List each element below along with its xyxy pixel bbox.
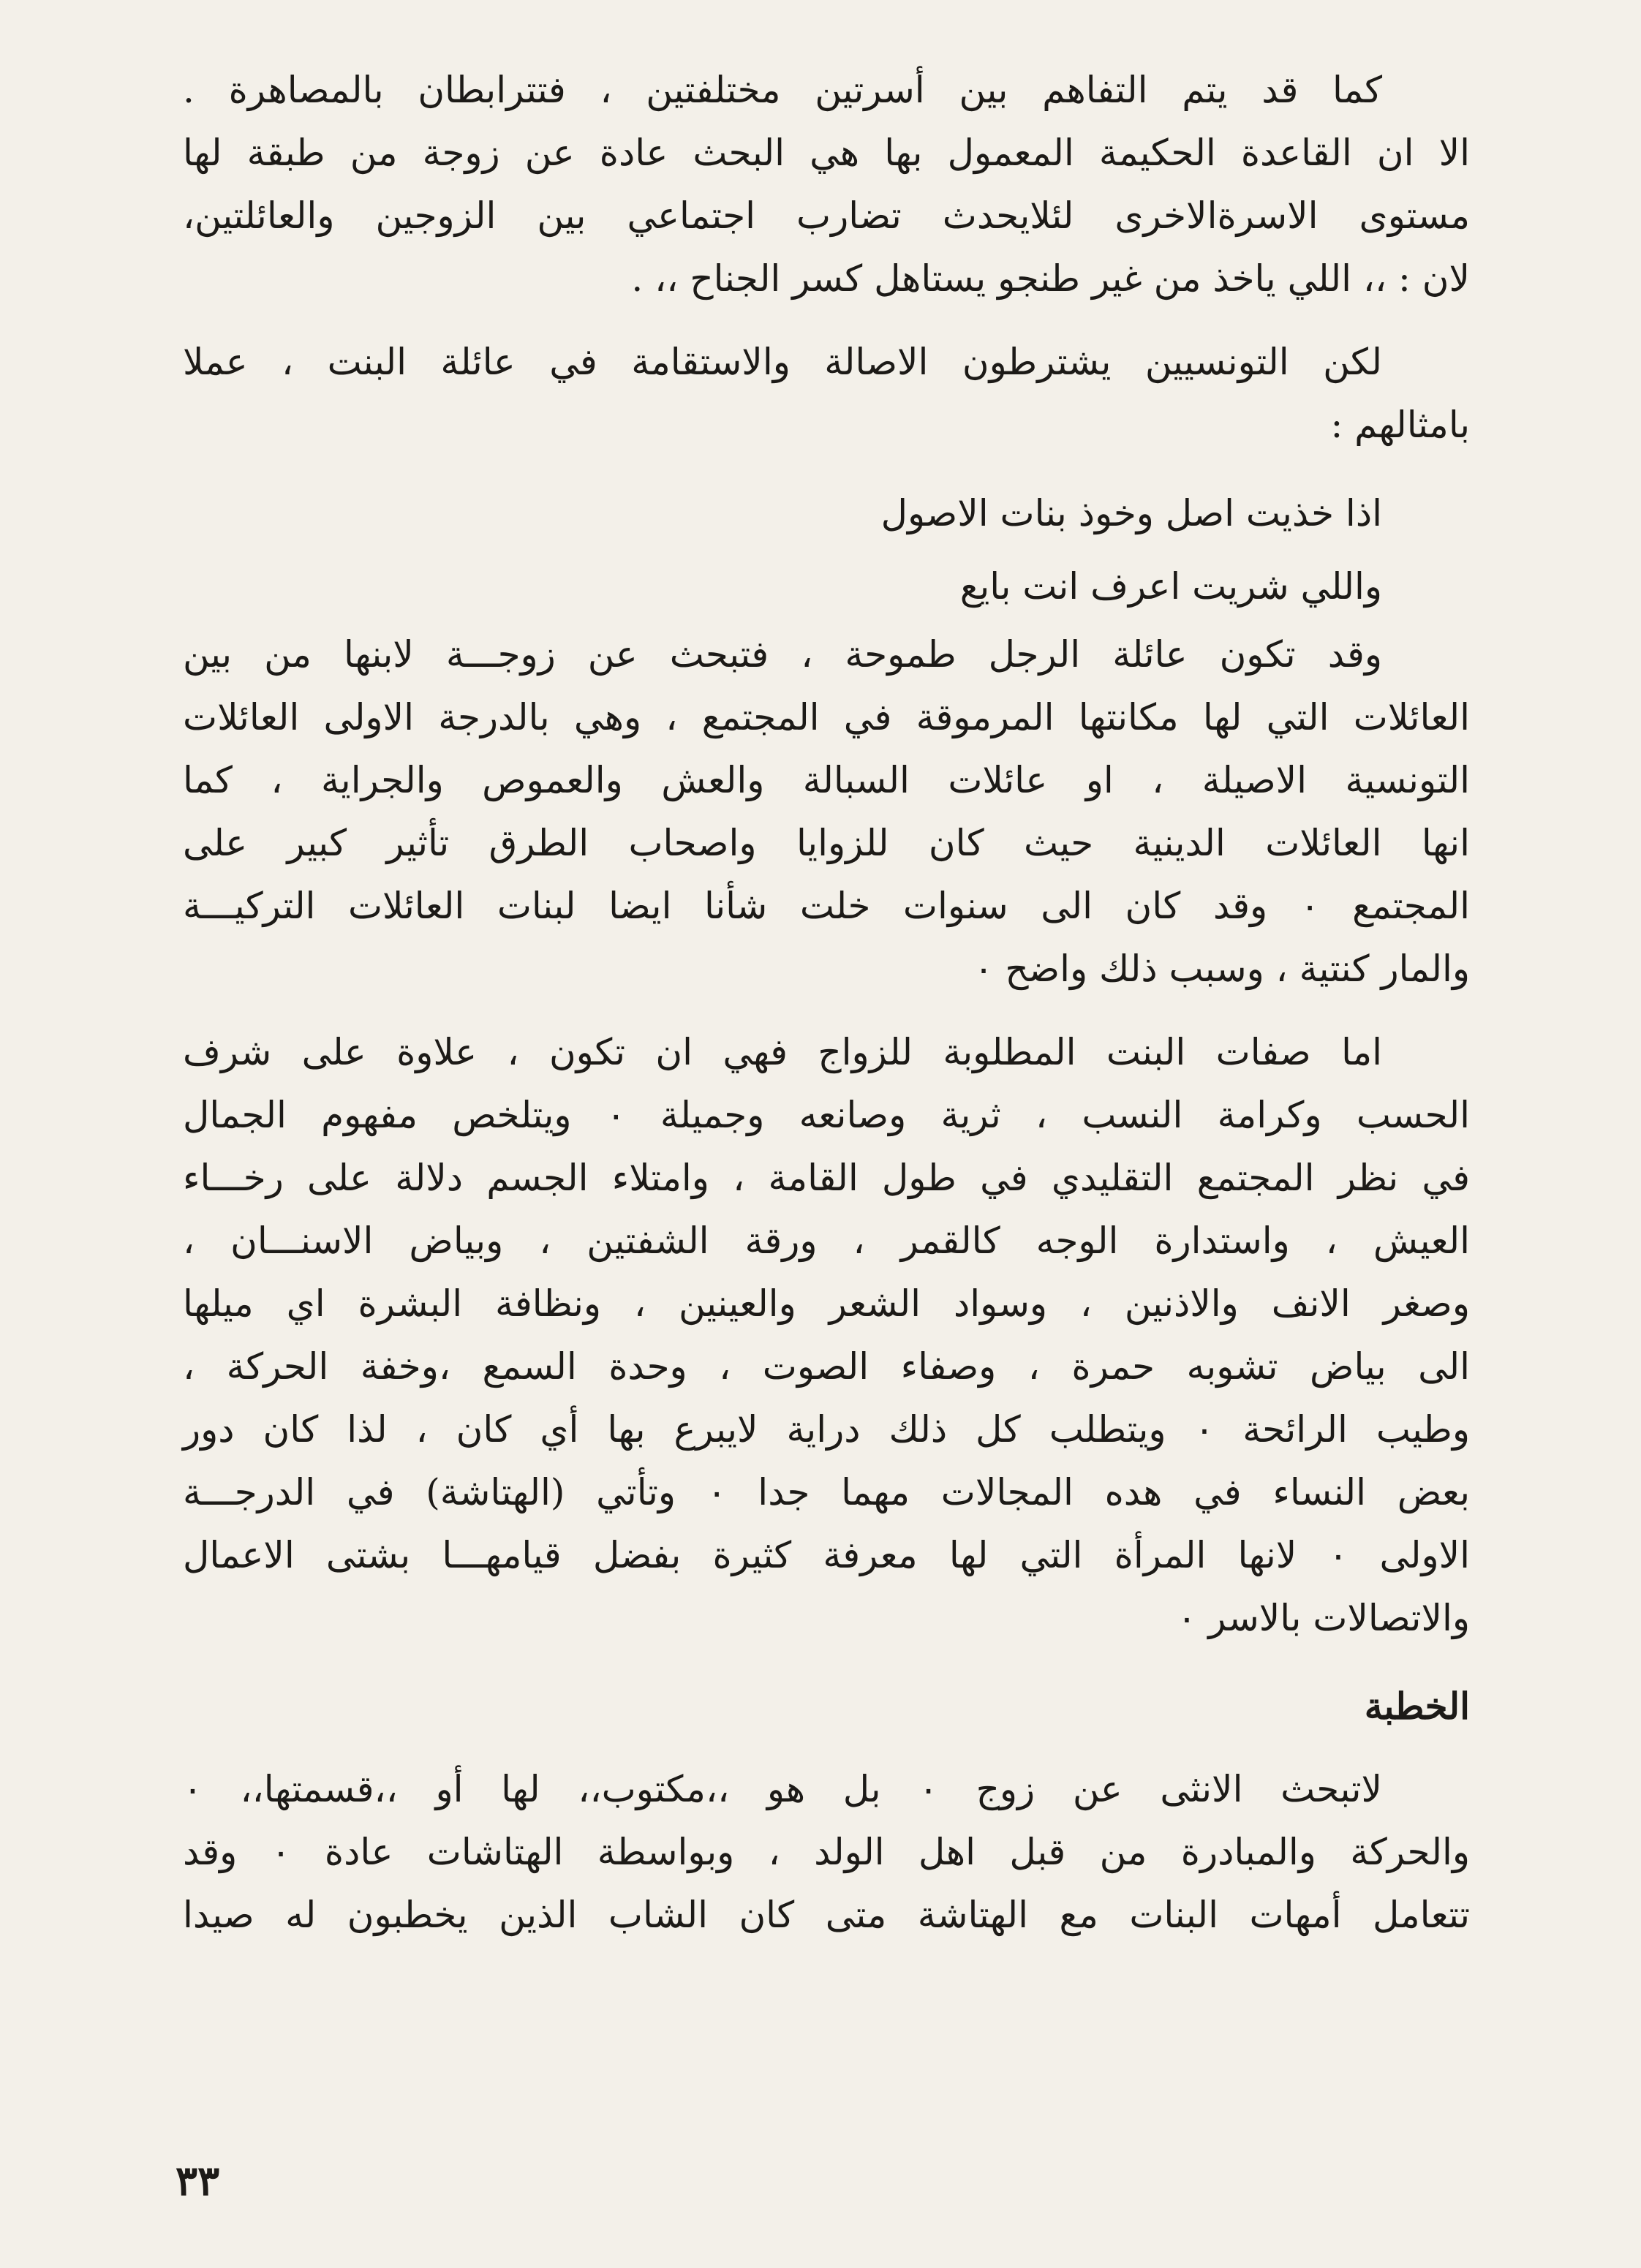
text-line: انها العائلات الدينية حيث كان للزوايا واصحاب الطرق تأثير كبير على: [183, 822, 1470, 864]
text-line: بامثالهم :: [1330, 404, 1470, 446]
text-line: تتعامل أمهات البنات مع الهتاشة متى كان الشاب الذين يخطبون له صيدا: [183, 1894, 1470, 1936]
paragraph-engagement: [183, 1758, 1470, 1946]
text-line: والمار كنتية ، وسبب ذلك واضح ٠: [973, 948, 1470, 990]
text-line: لان : ،، اللي ياخذ من غير طنجو يستاهل كسر الجناح ،، .: [631, 257, 1470, 300]
paragraph-intermarriage: [183, 58, 1470, 310]
text-line: الحسب وكرامة النسب ، ثرية وصانعه وجميلة ٠ ويتلخص مفهوم الجمال: [183, 1094, 1470, 1136]
text-line: وصغر الانف والاذنين ، وسواد الشعر والعينين ، ونظافة البشرة اي ميلها: [183, 1282, 1470, 1325]
text-line: مستوى الاسرةالاخرى لئلايحدث تضارب اجتماعي بين الزوجين والعائلتين،: [183, 194, 1470, 237]
text-line: العيش ، واستدارة الوجه كالقمر ، ورقة الشفتين ، وبياض الاسنـــان ،: [183, 1220, 1470, 1262]
page-number: ٣٣: [176, 2157, 220, 2205]
section-heading: الخطبة: [1364, 1685, 1470, 1728]
paragraph-ambitious-family: [183, 623, 1470, 1000]
text-line: والاتصالات بالاسر ٠: [1177, 1597, 1470, 1639]
text-line: الى بياض تشوبه حمرة ، وصفاء الصوت ، وحدة السمع ،وخفة الحركة ،: [183, 1345, 1470, 1388]
text-line: وطيب الرائحة ٠ ويتطلب كل ذلك دراية لايبرع بها أي كان ، لذا كان دور: [183, 1408, 1471, 1451]
text-line: لكن التونسيين يشترطون الاصالة والاستقامة في عائلة البنت ، عملا: [183, 341, 1382, 383]
text-line: والحركة والمبادرة من قبل اهل الولد ، وبواسطة الهتاشات عادة ٠ وقد: [183, 1831, 1470, 1873]
paragraph-bride-qualities: [183, 1021, 1470, 1649]
text-line: لاتبحث الانثى عن زوج ٠ بل هو ،،مكتوب،، لها أو ،،قسمتها،، ٠: [183, 1768, 1382, 1810]
paragraph-authenticity: [183, 330, 1470, 456]
document-page: [183, 58, 1470, 2179]
proverb-verse: [183, 477, 1470, 623]
text-line: الاولى ٠ لانها المرأة التي لها معرفة كثيرة بفضل قيامهـــا بشتى الاعمال: [183, 1534, 1470, 1576]
text-line: اما صفات البنت المطلوبة للزواج فهي ان تكون ، علاوة على شرف: [183, 1031, 1382, 1073]
text-line: بعض النساء في هده المجالات مهما جدا ٠ وتأتي (الهتاشة) في الدرجـــة: [183, 1471, 1470, 1513]
text-line: التونسية الاصيلة ، او عائلات السبالة والعش والعموص والجراية ، كما: [183, 759, 1470, 801]
verse-line: اذا خذيت اصل وخوذ بنات الاصول: [880, 492, 1382, 534]
text-line: العائلات التي لها مكانتها المرموقة في المجتمع ، وهي بالدرجة الاولى العائلات: [183, 696, 1470, 738]
verse-line: واللي شريت اعرف انت بايع: [959, 565, 1382, 608]
text-line: الا ان القاعدة الحكيمة المعمول بها هي البحث عادة عن زوجة من طبقة لها: [183, 132, 1470, 174]
text-line: المجتمع ٠ وقد كان الى سنوات خلت شأنا ايضا لبنات العائلات التركيـــة: [183, 885, 1470, 927]
text-line: في نظر المجتمع التقليدي في طول القامة ، وامتلاء الجسم دلالة على رخـــاء: [183, 1157, 1470, 1199]
text-line: كما قد يتم التفاهم بين أسرتين مختلفتين ، فتترابطان بالمصاهرة .: [183, 69, 1382, 111]
text-line: وقد تكون عائلة الرجل طموحة ، فتبحث عن زوجـــة لابنها من بين: [183, 633, 1382, 676]
